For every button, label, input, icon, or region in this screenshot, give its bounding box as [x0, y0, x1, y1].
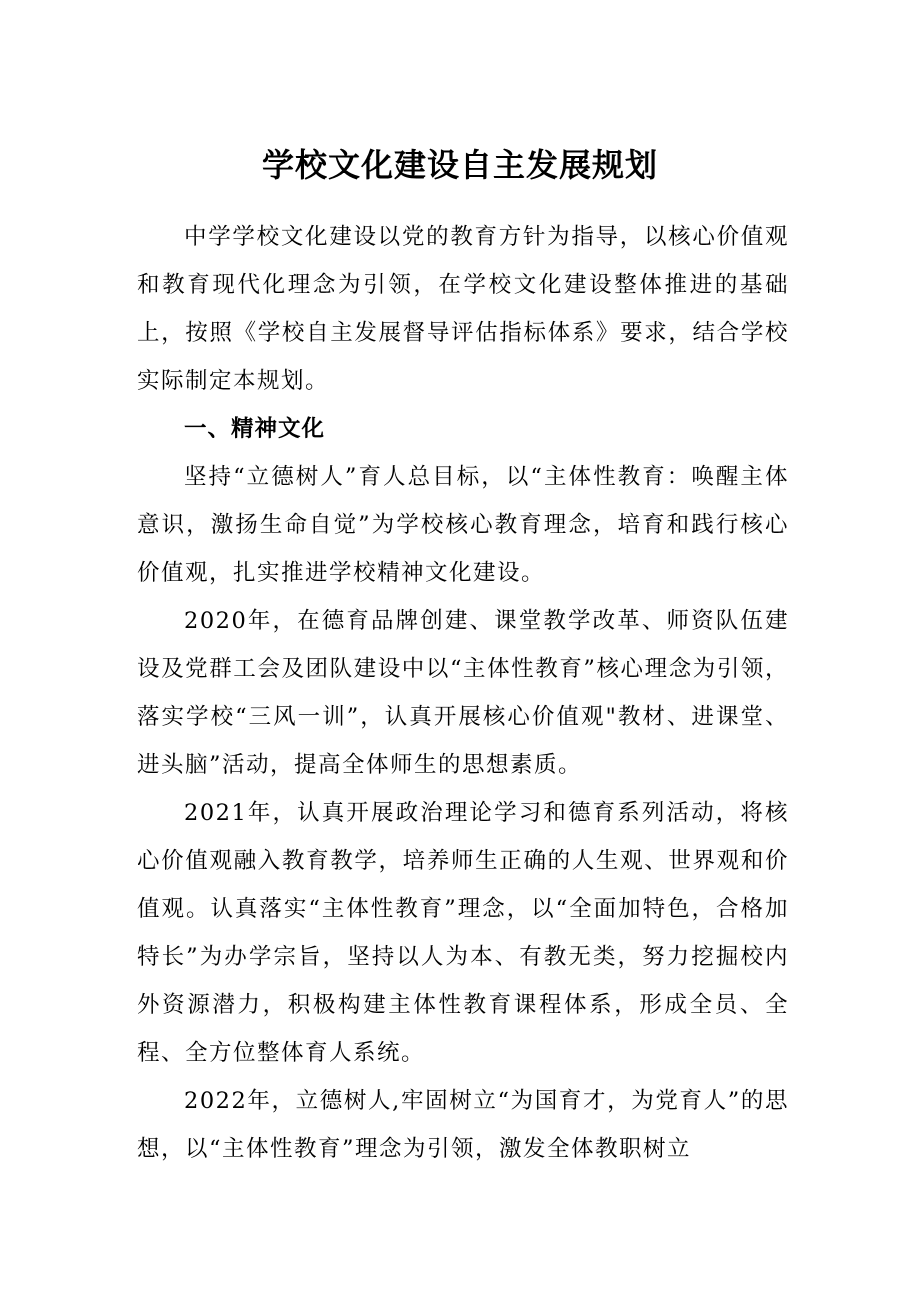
document-title: 学校文化建设自主发展规划: [261, 146, 658, 184]
document-body: [137, 213, 789, 1173]
section-heading-spiritual-culture: 一、精神文化: [184, 416, 326, 442]
paragraph-core-philosophy: 坚持“立德树人”育人总目标，以“主体性教育：唤醒主体意识，激扬生命自觉”为学校核心教育理念，培育和践行核心价值观，扎实推进学校精神文化建设。: [137, 464, 789, 586]
paragraph-year-2020: 2020年，在德育品牌创建、课堂教学改革、师资队伍建设及党群工会及团队建设中以“主体性教育”核心理念为引领，落实学校“三风一训”，认真开展核心价值观"教材、进课堂、进头脑”活动，提高全体师生的思想素质。: [137, 608, 789, 778]
paragraph-year-2022: 2022年，立德树人,牢固树立“为国育才，为党育人”的思想，以“主体性教育”理念为引领，激发全体教职树立: [137, 1088, 789, 1162]
paragraph-year-2021: 2021年，认真开展政治理论学习和德育系列活动，将核心价值观融入教育教学，培养师生正确的人生观、世界观和价值观。认真落实“主体性教育”理念，以“全面加特色，合格加特长”为办学宗旨，坚持以人为本、有教无类，努力挖掘校内外资源潜力，积极构建主体性教育课程体系，形成全员、全程、全方位整体育人系统。: [137, 800, 789, 1066]
intro-paragraph: 中学学校文化建设以党的教育方针为指导，以核心价值观和教育现代化理念为引领，在学校文化建设整体推进的基础上，按照《学校自主发展督导评估指标体系》要求，结合学校实际制定本规划。: [137, 224, 789, 394]
